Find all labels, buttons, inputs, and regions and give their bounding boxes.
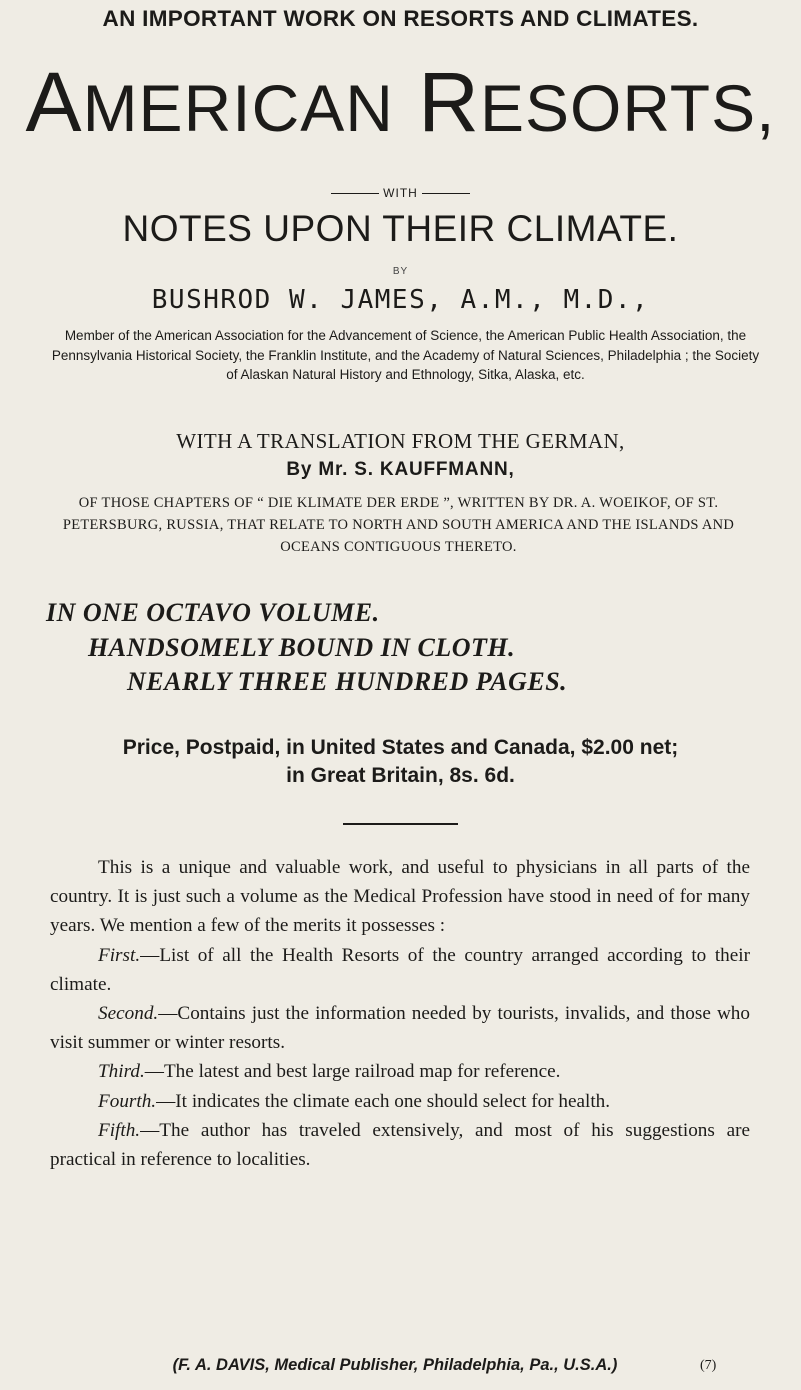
format-binding: HANDSOMELY BOUND IN CLOTH.	[88, 633, 516, 662]
merit-label: Fourth.	[98, 1090, 157, 1112]
by-label: BY	[392, 266, 409, 277]
merit-label: First.	[98, 944, 141, 966]
merit-label: Fifth.	[98, 1119, 141, 1141]
merit-label: Second.	[98, 1002, 159, 1024]
merit-item	[50, 1087, 750, 1116]
translator-name: By Mr. S. KAUFFMANN,	[286, 459, 515, 480]
author-name: BUSHROD W. JAMES, A.M., M.D.,	[151, 285, 650, 315]
merit-label: Third.	[98, 1061, 145, 1083]
publisher-footer: (F. A. DAVIS, Medical Publisher, Philadelphia, Pa., U.S.A.)	[172, 1356, 618, 1374]
format-pages: NEARLY THREE HUNDRED PAGES.	[127, 667, 568, 696]
title-word-american: MERICAN	[82, 71, 394, 145]
with-label: WITH	[383, 186, 418, 200]
intro-paragraph: This is a unique and valuable work, and useful to physicians in all parts of the country. It is just such a volume as the Medical Profession have stood in need of for many years. We mention a few of the merits it possesses :	[50, 857, 750, 937]
merit-item	[50, 1057, 750, 1086]
merit-text: —It indicates the climate each one should select for health.	[156, 1090, 611, 1112]
merit-text: —Contains just the information needed by tourists, invalids, and those who visit summer or winter resorts.	[50, 1002, 750, 1054]
merit-item	[50, 1116, 750, 1174]
title-initial-a: A	[25, 55, 83, 149]
price-line-domestic: Price, Postpaid, in United States and Canada, $2.00 net;	[122, 736, 679, 759]
author-affiliations: Member of the American Association for the Advancement of Science, the American Public Health Association, the Pennsylvania Historical Society, the Franklin Institute, and the Academy of Natural Sciences, Philadelphia ; the Society of Alaskan Natural History and Ethnology, Sitka, Alaska, etc.	[51, 328, 760, 383]
merit-text: —The author has traveled extensively, and most of his suggestions are practical in reference to localities.	[50, 1119, 750, 1170]
merit-item	[50, 999, 750, 1057]
translation-title: WITH A TRANSLATION FROM THE GERMAN,	[176, 429, 625, 453]
translation-description: OF THOSE CHAPTERS OF “ DIE KLIMATE DER ERDE ”, WRITTEN BY DR. A. WOEIKOF, OF ST. PETERSBURG, RUSSIA, THAT RELATE TO NORTH AND SOUTH AMERICA AND THE ISLANDS AND OCEANS CONTIGUOUS THERETO.	[62, 495, 735, 556]
title-word-resorts: ESORTS	[479, 71, 757, 145]
page-number: (7)	[700, 1358, 717, 1373]
merit-text: —List of all the Health Resorts of the country arranged according to their climate.	[50, 944, 750, 995]
with-line	[0, 186, 801, 200]
merit-item	[50, 941, 750, 999]
title-punctuation: ,	[756, 71, 776, 145]
price-line-britain: in Great Britain, 8s. 6d.	[286, 763, 515, 787]
subtitle: NOTES UPON THEIR CLIMATE.	[122, 208, 679, 249]
with-rule-left	[331, 193, 379, 194]
top-heading: AN IMPORTANT WORK ON RESORTS AND CLIMATES.	[102, 6, 699, 31]
format-volume: IN ONE OCTAVO VOLUME.	[46, 598, 380, 627]
section-divider	[343, 823, 458, 825]
with-rule-right	[422, 193, 470, 194]
price-block	[0, 734, 801, 790]
title-initial-r: R	[418, 55, 480, 149]
merit-text: —The latest and best large railroad map for reference.	[144, 1061, 561, 1083]
description-body	[50, 853, 750, 1174]
book-title	[0, 55, 801, 149]
